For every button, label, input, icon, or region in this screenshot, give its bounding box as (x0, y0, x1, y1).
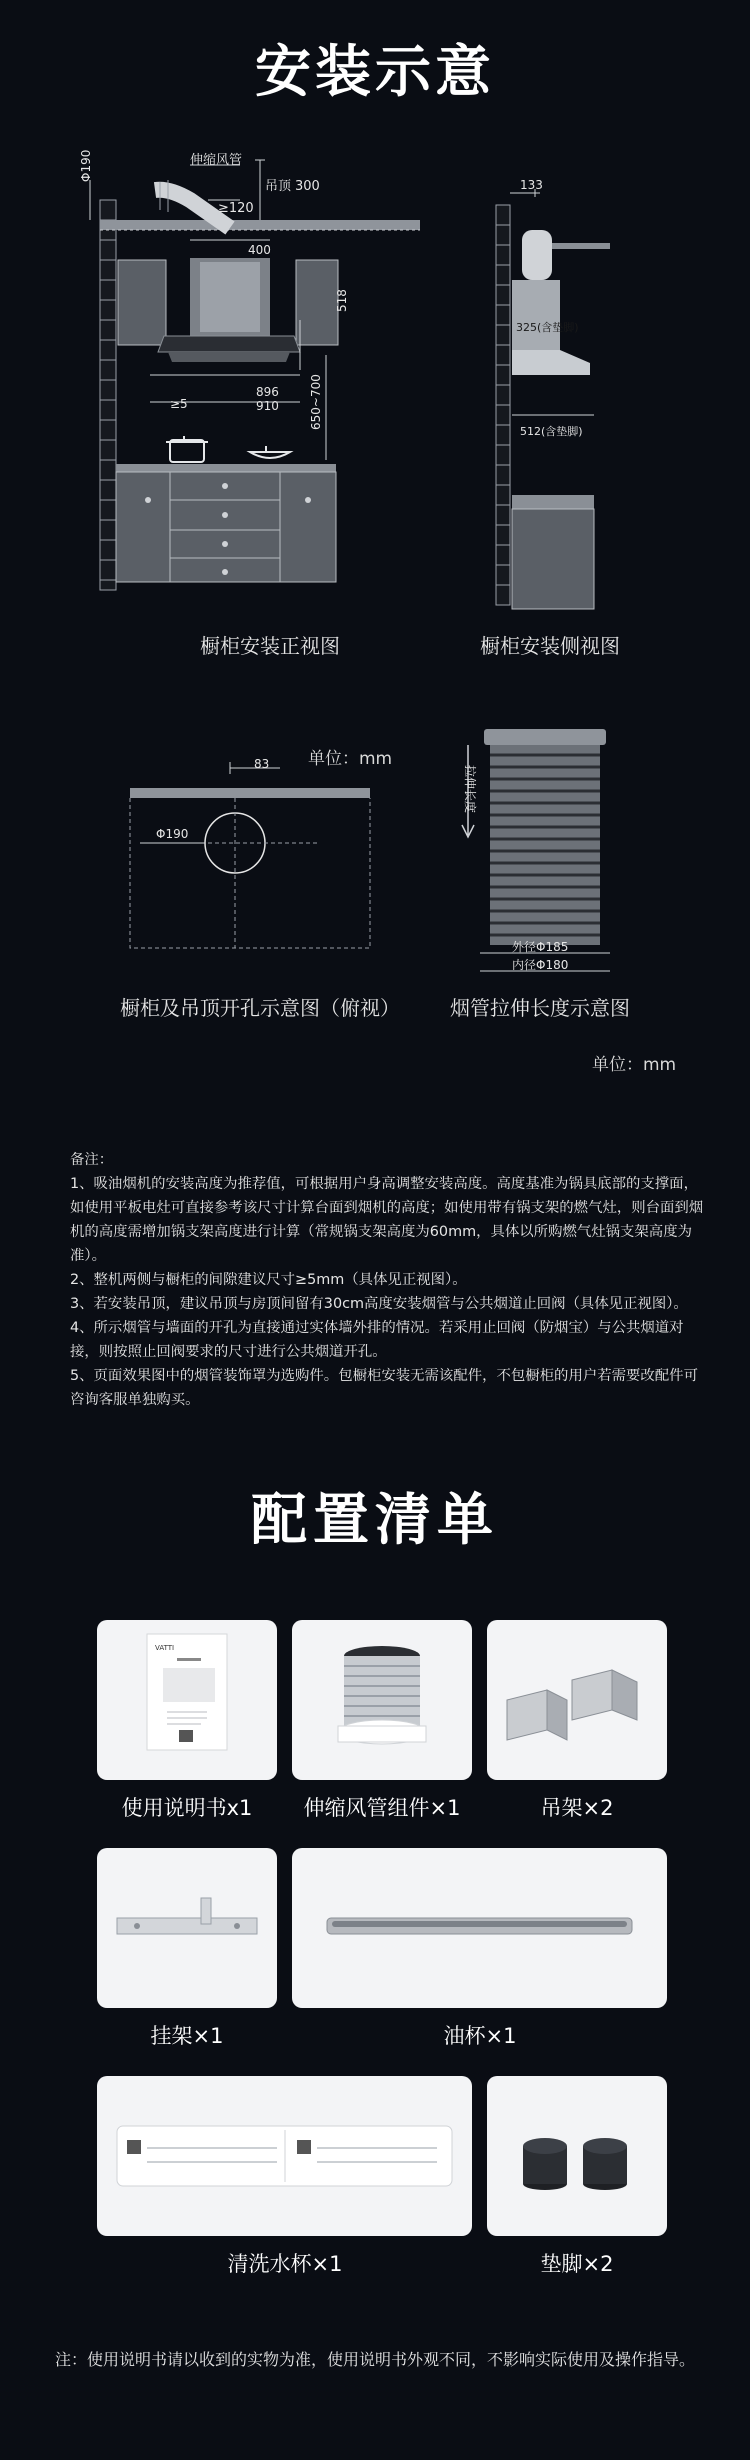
pot-icon (166, 436, 208, 462)
note-item-1: 1、吸油烟机的安装高度为推荐值，可根据用户身高调整安装高度。高度基准为锅具底部的支撑面，如使用平板电灶可直接参考该尺寸计算台面到烟机的高度；如使用带有锅支架的燃气灶，则台面到烟机的高度需增加锅支架高度进行计算（常规锅支架高度为60mm，具体以所购燃气灶锅支架高度为准）。 (70, 1176, 704, 1264)
manual-brand: VATTI (155, 1644, 175, 1652)
top-view-diagram (120, 758, 380, 958)
label-83: 83 (254, 757, 270, 771)
item-card-water-cup (97, 2076, 472, 2236)
unit-top-view: 单位：mm (308, 749, 393, 769)
side-view-diagram (490, 178, 630, 625)
item-label-foot-pad: 垫脚×2 (540, 2252, 614, 2276)
item-card-hanger (97, 1848, 277, 2008)
label-inner: 内径Φ180 (512, 958, 569, 972)
item-label-bracket: 吊架×2 (540, 1796, 614, 1820)
footnote: 注：使用说明书请以收到的实物为准，使用说明书外观不同，不影响实际使用及操作指导。 (54, 2350, 695, 2369)
note-item-2: 2、整机两侧与橱柜的间隙建议尺寸≥5mm（具体见正视图）。 (70, 1272, 467, 1288)
oil-cup-icon (292, 1848, 667, 2008)
section-title-install: 安装示意 (255, 40, 495, 105)
front-view-diagram (79, 140, 430, 630)
label-phi190-top: Φ190 (156, 827, 189, 841)
duct-icon (292, 1620, 472, 1780)
upper-cabinet-left (118, 260, 166, 345)
foot-pad-icon (487, 2076, 667, 2236)
pipe-bellows (490, 745, 600, 945)
label-phi190-front: Φ190 (79, 149, 93, 182)
upper-cabinet-right (296, 260, 338, 345)
label-stretch: 拉伸长度 (463, 765, 477, 814)
label-133: 133 (520, 178, 543, 192)
label-650: 650~700 (309, 374, 323, 430)
label-120: ≥120 (218, 201, 254, 216)
section-title-package: 配置清单 (251, 1488, 499, 1553)
water-cup-icon (97, 2076, 472, 2236)
caption-front-view: 橱柜安装正视图 (200, 634, 340, 658)
label-512: 512(含垫脚) (520, 425, 583, 438)
side-duct (522, 230, 552, 280)
brick-wall (100, 200, 116, 590)
label-ceiling: 吊顶 (265, 179, 292, 194)
label-910: 910 (256, 399, 279, 413)
label-300: 300 (295, 179, 320, 194)
note-item-3: 3、若安装吊顶，建议吊顶与房顶间留有30cm高度安装烟管与公共烟道止回阀（具体见正视图）。 (70, 1296, 688, 1312)
caption-side-view: 橱柜安装侧视图 (480, 634, 620, 658)
pipe-diagram (440, 725, 620, 985)
item-card-manual (97, 1620, 277, 1780)
item-card-duct (292, 1620, 472, 1780)
label-325: 325(含垫脚) (516, 321, 579, 334)
label-duct: 伸缩风管 (190, 153, 243, 168)
item-label-manual: 使用说明书x1 (121, 1796, 253, 1820)
item-card-bracket (487, 1620, 667, 1780)
label-5: ≥5 (170, 397, 188, 411)
bracket-icon (487, 1620, 667, 1780)
note-item-5: 5、页面效果图中的烟管装饰罩为选购件。包橱柜安装无需该配件，不包橱柜的用户若需要改配件可咨询客服单独购买。 (70, 1368, 698, 1408)
item-label-water-cup: 清洗水杯×1 (227, 2252, 343, 2276)
unit-label: 单位：mm (592, 1055, 677, 1075)
notes-heading: 备注： (70, 1152, 114, 1168)
hood-body (158, 336, 300, 352)
caption-top-view: 橱柜及吊顶开孔示意图（俯视） (120, 996, 400, 1020)
label-896: 896 (256, 385, 279, 399)
pipe-top-collar (484, 729, 606, 745)
caption-pipe-view: 烟管拉伸长度示意图 (450, 996, 630, 1020)
hanger-icon (97, 1848, 277, 2008)
item-label-oil-cup: 油杯×1 (443, 2024, 517, 2048)
label-518: 518 (335, 289, 349, 312)
top-view-ceiling (130, 788, 370, 798)
notes-block (70, 1148, 710, 1412)
pan-icon (250, 446, 290, 458)
item-label-duct: 伸缩风管组件×1 (303, 1796, 461, 1820)
item-label-hanger: 挂架×1 (150, 2024, 224, 2048)
side-hood (512, 350, 590, 375)
label-400: 400 (248, 243, 271, 257)
item-card-oil-cup (292, 1848, 667, 2008)
ceiling-slab (100, 220, 420, 230)
label-outer: 外径Φ185 (512, 940, 569, 954)
note-item-4: 4、所示烟管与墙面的开孔为直接通过实体墙外排的情况。若采用止回阀（防烟宝）与公共烟道对接，则按照止回阀要求的尺寸进行公共烟道开孔。 (70, 1320, 684, 1360)
side-chimney (512, 280, 560, 350)
item-card-foot-pad (487, 2076, 667, 2236)
countertop (116, 464, 336, 472)
manual-icon (97, 1620, 277, 1780)
